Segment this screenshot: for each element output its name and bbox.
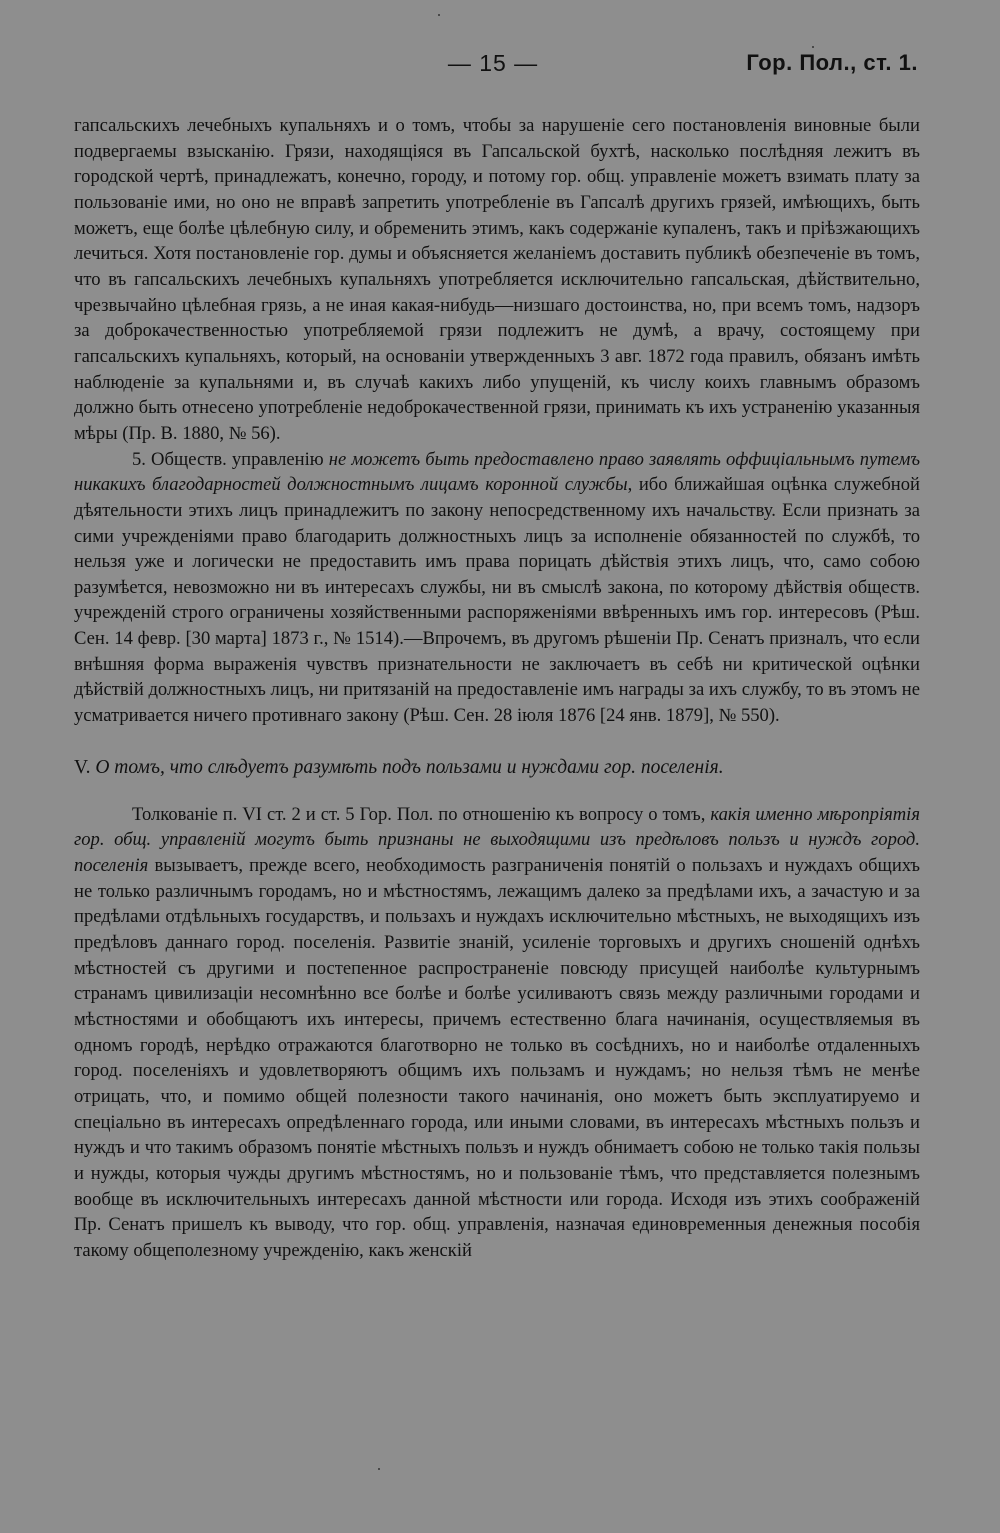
page-header (0, 50, 1000, 86)
section-number: V. (74, 756, 91, 778)
paragraph (74, 802, 920, 1264)
scan-speck (438, 14, 440, 16)
paragraph-emphasis: не можетъ быть предоставлено право заявлять оффиціальнымъ путемъ никакихъ благодарностей должностнымъ лицамъ коронной службы (74, 448, 920, 496)
paragraph-rest: , ибо ближайшая оцѣнка служебной дѣятельности этихъ лицъ принадлежитъ по закону непосредственному ихъ начальству. Если признать за сими учрежденіями право благодарить должностныхъ лицъ за исполненіе обязанностей по службѣ, то нельзя уже и логически не предоставить имъ права порицать дѣйствія этихъ лицъ, что, само собою разумѣется, невозможно ни въ интересахъ службы, ни въ смыслѣ закона, по которому дѣйствія обществ. учрежденій строго ограничены хозяйственными распоряженіями ввѣренныхъ имъ гор. интересовъ (Рѣш. Сен. 14 февр. [30 марта] 1873 г., № 1514).—Впрочемъ, въ другомъ рѣшеніи Пр. Сенатъ призналъ, что если внѣшняя форма выраженія чувствъ признательности не заключаетъ въ себѣ ни критической оцѣнки дѣйствій должностныхъ лицъ, ни притязаній на предоставленіе имъ награды за ихъ службу, то въ этомъ не усматривается ничего противнаго закону (Рѣш. Сен. 28 іюля 1876 [24 янв. 1879], № 550). (74, 474, 920, 727)
paragraph (74, 447, 920, 729)
paragraph-lead: 5. Обществ. управленію (132, 448, 329, 470)
section-heading (74, 754, 920, 782)
scan-speck (378, 1468, 380, 1470)
running-head: Гор. Пол., ст. 1. (746, 50, 918, 75)
page-number: — 15 — (447, 50, 539, 76)
paragraph-lead: Толкованіе п. VI ст. 2 и ст. 5 Гор. Пол. по отношенію къ вопросу о томъ, (132, 803, 711, 825)
paragraph-emphasis: какія именно мѣропріятія гор. общ. управленій могутъ быть признаны не выходящими изъ предѣловъ пользъ и нуждъ город. поселенія (74, 803, 920, 877)
section-title: О томъ, что слѣдуетъ разумѣть подъ пользами и нуждами гор. поселенія. (95, 756, 724, 778)
paragraph (74, 113, 920, 447)
paragraph-text: гапсальскихъ лечебныхъ купальняхъ и о томъ, чтобы за нарушеніе сего постановленія виновные были подвергаемы взысканію. Грязи, находящіяся въ Гапсальской бухтѣ, насколько послѣдняя лежитъ въ городской чертѣ, принадлежатъ, конечно, городу, и потому гор. общ. управленіе можетъ взимать плату за пользованіе ими, но оно не вправѣ запретить употребленіе въ Гапсалѣ другихъ грязей, имѣющихъ, быть можетъ, еще болѣе цѣлебную силу, и обременить этимъ, какъ содержаніе купаленъ, такъ и пріѣзжающихъ лечиться. Хотя постановленіе гор. думы и объясняется желаніемъ доставить публикѣ обезпеченіе въ томъ, что въ гапсальскихъ лечебныхъ купальняхъ употребляется исключительно гапсальская, дѣйствительно, чрезвычайно цѣлебная грязь, а не иная какая-нибудь—низшаго достоинства, но, при всемъ томъ, надзоръ за доброкачественностью употребляемой грязи подлежитъ не думѣ, а врачу, состоящему при гапсальскихъ купальняхъ, который, на основаніи утвержденныхъ 3 авг. 1872 года правилъ, обязанъ имѣть наблюденіе за купальнями и, въ случаѣ какихъ либо упущеній, къ числу коихъ главнымъ образомъ должно быть отнесено употребленіе недоброкачественной грязи, принимать къ ихъ устраненію указанныя мѣры (Пр. В. 1880, № 56). (74, 115, 920, 444)
paragraph-rest: вызываетъ, прежде всего, необходимость разграниченія понятій о пользахъ и нуждахъ общихъ не только различнымъ городамъ, но и мѣстностямъ, лежащимъ далеко за предѣлами ихъ, а зачастую и за предѣлами отдѣльныхъ государствъ, и пользахъ и нуждахъ исключительно мѣстныхъ, не выходящихъ изъ предѣловъ даннаго город. поселенія. Развитіе знаній, усиленіе торговыхъ и другихъ сношеній однѣхъ мѣстностей съ другими и постепенное распространеніе повсюду присущей наиболѣе культурнымъ странамъ цивилизаціи несомнѣнно все болѣе и болѣе усиливаютъ связь между различными городами и мѣстностями и обобщаютъ ихъ интересы, причемъ естественно блага начинанія, осуществляемыя въ одномъ городѣ, нерѣдко отражаются благотворно не только въ сосѣднихъ, но и наиболѣе отдаленныхъ город. поселеніяхъ и удовлетворяютъ общимъ ихъ пользамъ и нуждамъ; но нельзя тѣмъ не менѣе отрицать, что, и помимо общей полезности такого начинанія, оно можетъ быть эксплуатируемо и спеціально въ интересахъ опредѣленнаго города, или иными словами, въ интересахъ мѣстныхъ пользъ и нуждъ и что такимъ образомъ понятіе мѣстныхъ пользъ и нуждъ обнимаетъ собою не только такія пользы и нужды, которыя чужды другимъ мѣстностямъ, но и пользованіе тѣмъ, что представляется полезнымъ вообще въ исключительныхъ интересахъ данной мѣстности или города. Исходя изъ этихъ соображеній Пр. Сенатъ пришелъ къ выводу, что гор. общ. управленія, назначая единовременныя денежныя пособія такому общеполезному учрежденію, какъ женскій (74, 855, 920, 1261)
body-text (74, 113, 920, 1264)
scan-speck (812, 46, 814, 48)
